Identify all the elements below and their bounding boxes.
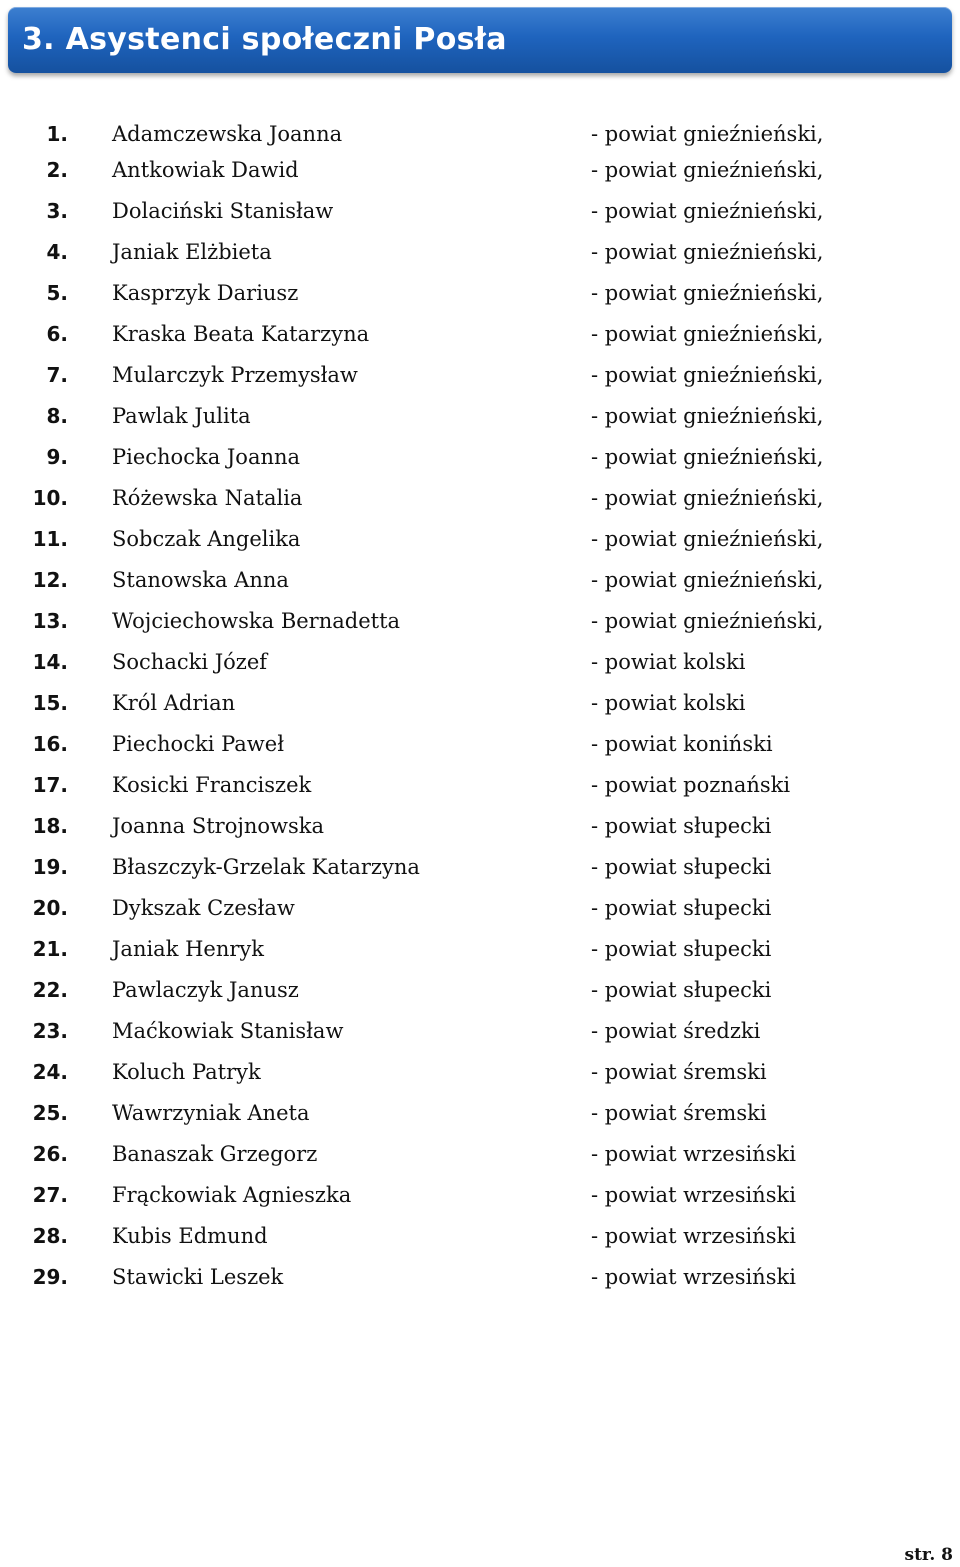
item-number: 10. — [32, 486, 68, 510]
assistant-district: - powiat gnieźnieński, — [591, 568, 824, 592]
list-item — [0, 682, 960, 723]
assistant-name: Janiak Elżbieta — [112, 240, 272, 264]
list-item — [0, 1256, 960, 1297]
list-item — [0, 805, 960, 846]
item-number: 2. — [46, 158, 68, 182]
list-item — [0, 846, 960, 887]
item-number: 7. — [46, 363, 68, 387]
list-item — [0, 1133, 960, 1174]
assistant-name: Pawlaczyk Janusz — [112, 978, 299, 1002]
list-item — [0, 1174, 960, 1215]
assistant-name: Sochacki Józef — [112, 650, 268, 674]
list-item — [0, 313, 960, 354]
assistant-district: - powiat gnieźnieński, — [591, 527, 824, 551]
item-number: 5. — [46, 281, 68, 305]
item-number: 1. — [46, 122, 68, 146]
assistant-district: - powiat wrzesiński — [591, 1142, 796, 1166]
item-number: 24. — [32, 1060, 68, 1084]
assistant-district: - powiat gnieźnieński, — [591, 404, 824, 428]
item-number: 26. — [32, 1142, 68, 1166]
assistant-district: - powiat gnieźnieński, — [591, 199, 824, 223]
item-number: 11. — [32, 527, 68, 551]
assistant-name: Banaszak Grzegorz — [112, 1142, 318, 1166]
item-number: 20. — [32, 896, 68, 920]
assistant-district: - powiat słupecki — [591, 937, 772, 961]
list-item — [0, 436, 960, 477]
assistant-name: Kasprzyk Dariusz — [112, 281, 299, 305]
assistant-district: - powiat kolski — [591, 650, 746, 674]
item-number: 16. — [32, 732, 68, 756]
assistant-district: - powiat gnieźnieński, — [591, 322, 824, 346]
list-item — [0, 600, 960, 641]
list-item — [0, 518, 960, 559]
assistant-district: - powiat słupecki — [591, 978, 772, 1002]
section-title: 3. Asystenci społeczni Posła — [22, 22, 507, 57]
assistant-district: - powiat gnieźnieński, — [591, 122, 824, 146]
item-number: 9. — [46, 445, 68, 469]
list-item — [0, 190, 960, 231]
list-item — [0, 1051, 960, 1092]
section-header — [8, 7, 952, 73]
assistant-name: Stanowska Anna — [112, 568, 289, 592]
item-number: 8. — [46, 404, 68, 428]
assistant-district: - powiat wrzesiński — [591, 1265, 796, 1289]
assistant-name: Dolaciński Stanisław — [112, 199, 334, 223]
list-item — [0, 723, 960, 764]
assistant-district: - powiat słupecki — [591, 896, 772, 920]
item-number: 25. — [32, 1101, 68, 1125]
list-item — [0, 395, 960, 436]
assistant-district: - powiat wrzesiński — [591, 1183, 796, 1207]
assistant-name: Adamczewska Joanna — [112, 122, 343, 146]
assistant-name: Kraska Beata Katarzyna — [112, 322, 370, 346]
list-item — [0, 928, 960, 969]
list-item — [0, 559, 960, 600]
assistant-district: - powiat słupecki — [591, 855, 772, 879]
assistant-name: Joanna Strojnowska — [112, 814, 325, 838]
assistant-district: - powiat gnieźnieński, — [591, 158, 824, 182]
assistant-district: - powiat śremski — [591, 1101, 767, 1125]
assistant-name: Stawicki Leszek — [112, 1265, 284, 1289]
assistant-name: Mularczyk Przemysław — [112, 363, 358, 387]
assistant-name: Koluch Patryk — [112, 1060, 261, 1084]
assistant-district: - powiat gnieźnieński, — [591, 281, 824, 305]
assistant-district: - powiat gnieźnieński, — [591, 445, 824, 469]
item-number: 3. — [46, 199, 68, 223]
assistant-district: - powiat gnieźnieński, — [591, 240, 824, 264]
assistant-district: - powiat gnieźnieński, — [591, 609, 824, 633]
list-item — [0, 113, 960, 154]
item-number: 4. — [46, 240, 68, 264]
list-item — [0, 154, 960, 190]
assistant-district: - powiat gnieźnieński, — [591, 486, 824, 510]
item-number: 23. — [32, 1019, 68, 1043]
item-number: 22. — [32, 978, 68, 1002]
item-number: 29. — [32, 1265, 68, 1289]
page-number: str. 8 — [904, 1545, 953, 1565]
item-number: 13. — [32, 609, 68, 633]
item-number: 6. — [46, 322, 68, 346]
list-item — [0, 231, 960, 272]
assistant-district: - powiat wrzesiński — [591, 1224, 796, 1248]
list-item — [0, 272, 960, 313]
item-number: 21. — [32, 937, 68, 961]
assistant-name: Piechocka Joanna — [112, 445, 301, 469]
assistant-name: Piechocki Paweł — [112, 732, 284, 756]
item-number: 14. — [32, 650, 68, 674]
assistant-name: Dykszak Czesław — [112, 896, 295, 920]
list-item — [0, 354, 960, 395]
item-number: 27. — [32, 1183, 68, 1207]
assistant-district: - powiat gnieźnieński, — [591, 363, 824, 387]
assistant-district: - powiat słupecki — [591, 814, 772, 838]
list-item — [0, 1215, 960, 1256]
item-number: 19. — [32, 855, 68, 879]
assistant-list — [0, 113, 960, 1297]
assistant-name: Wojciechowska Bernadetta — [112, 609, 401, 633]
assistant-name: Wawrzyniak Aneta — [112, 1101, 310, 1125]
assistant-name: Błaszczyk-Grzelak Katarzyna — [112, 855, 420, 879]
item-number: 15. — [32, 691, 68, 715]
assistant-district: - powiat średzki — [591, 1019, 761, 1043]
list-item — [0, 969, 960, 1010]
assistant-name: Pawlak Julita — [112, 404, 251, 428]
assistant-district: - powiat koniński — [591, 732, 773, 756]
list-item — [0, 477, 960, 518]
assistant-name: Maćkowiak Stanisław — [112, 1019, 344, 1043]
assistant-district: - powiat śremski — [591, 1060, 767, 1084]
list-item — [0, 764, 960, 805]
list-item — [0, 1010, 960, 1051]
list-item — [0, 1092, 960, 1133]
item-number: 18. — [32, 814, 68, 838]
list-item — [0, 641, 960, 682]
assistant-name: Antkowiak Dawid — [112, 158, 299, 182]
assistant-name: Sobczak Angelika — [112, 527, 301, 551]
list-item — [0, 887, 960, 928]
assistant-district: - powiat poznański — [591, 773, 791, 797]
item-number: 28. — [32, 1224, 68, 1248]
assistant-district: - powiat kolski — [591, 691, 746, 715]
assistant-name: Król Adrian — [112, 691, 236, 715]
assistant-name: Kosicki Franciszek — [112, 773, 312, 797]
assistant-name: Janiak Henryk — [112, 937, 264, 961]
assistant-name: Frąckowiak Agnieszka — [112, 1183, 352, 1207]
item-number: 17. — [32, 773, 68, 797]
assistant-name: Kubis Edmund — [112, 1224, 268, 1248]
assistant-name: Różewska Natalia — [112, 486, 303, 510]
item-number: 12. — [32, 568, 68, 592]
